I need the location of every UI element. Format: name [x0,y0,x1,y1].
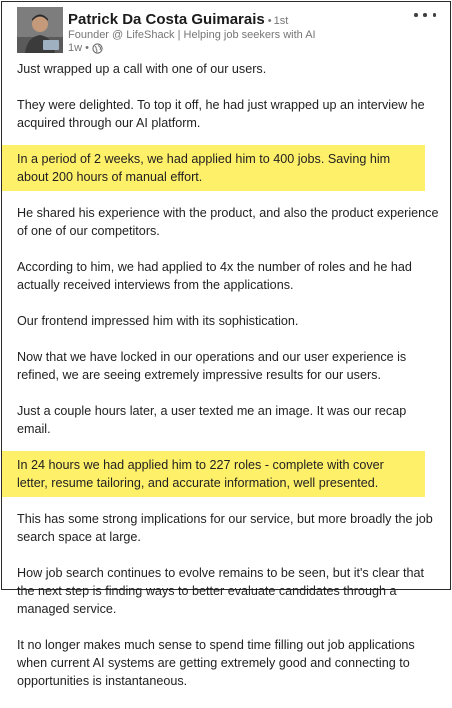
avatar[interactable] [17,7,63,53]
post-paragraph: They were delighted. To top it off, he had just wrapped up an interview he acquired through our AI platform. [17,98,425,130]
post-card [1,1,451,688]
post-paragraph: Just a couple hours later, a user texted me an image. It was our recap email. [17,404,407,436]
post-paragraph: How job search continues to evolve remains to be seen, but it's clear that the next step is finding ways to better evaluate candidates through a managed service. [17,566,425,616]
menu-dot [433,13,437,17]
post-paragraph: It no longer makes much sense to spend time filling out job applications when current AI systems are getting extremely good and connecting to opportunities is instantaneous. [17,638,415,688]
post-paragraph: According to him, we had applied to 4x the number of roles and he had actually received interviews from the applications. [17,260,412,292]
post-time: 1w [68,42,83,54]
post-paragraph: Now that we have locked in our operations and our user experience is refined, we are seeing extremely impressive results for our users. [17,350,407,382]
menu-dot [414,13,418,17]
separator-dot: • [85,42,89,54]
post-meta [68,42,103,54]
author-name[interactable]: Patrick Da Costa Guimarais [68,11,265,28]
post-paragraph: He shared his experience with the product, and also the product experience of one of our competitors. [17,206,439,238]
more-options-icon[interactable] [414,8,436,22]
menu-dot [423,13,427,17]
post-body [17,60,443,708]
separator-dot: • [267,15,272,27]
post-paragraph: This has some strong implications for our service, but more broadly the job search space at large. [17,512,433,544]
highlighted-paragraph: In 24 hours we had applied him to 227 roles - complete with cover letter, resume tailoring, and accurate information, well presented. [2,451,425,497]
highlighted-paragraph: In a period of 2 weeks, we had applied him to 400 jobs. Saving him about 200 hours of manual effort. [2,145,425,191]
author-line [68,11,288,29]
post-paragraph: Just wrapped up a call with one of our users. [17,62,267,76]
globe-icon [92,43,103,54]
avatar-photo [17,7,63,53]
post-paragraph: Our frontend impressed him with its sophistication. [17,314,299,328]
author-headline: Founder @ LifeShack | Helping job seekers with AI [68,29,316,41]
connection-degree: 1st [273,15,289,27]
post-header [2,2,450,58]
